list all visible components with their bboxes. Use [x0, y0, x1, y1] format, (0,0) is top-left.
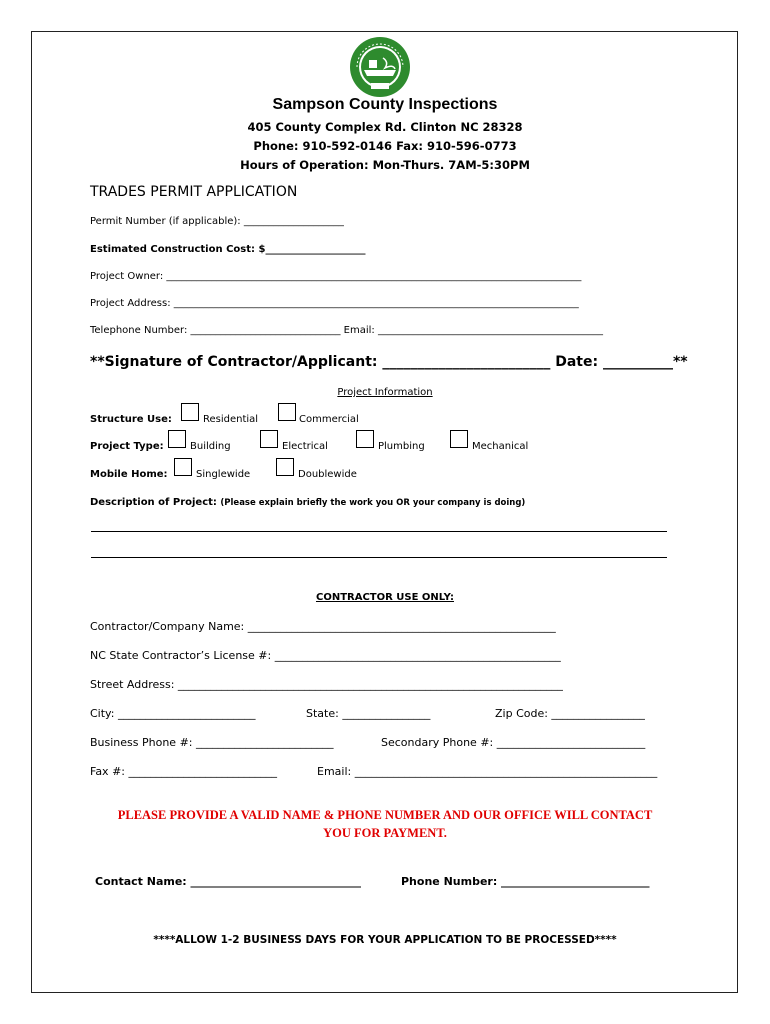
- checkbox-commercial[interactable]: [278, 403, 296, 421]
- checkbox-mechanical[interactable]: [450, 430, 468, 448]
- contact-name-field[interactable]: Contact Name: _______________________________: [95, 875, 362, 888]
- form-page-border: [31, 31, 738, 993]
- contractor-heading: [0, 592, 770, 603]
- section-title: TRADES PERMIT APPLICATION: [90, 184, 298, 200]
- checkbox-doublewide[interactable]: [276, 458, 294, 476]
- mobile-home-label: Mobile Home:: [90, 469, 168, 480]
- city-field[interactable]: City: _________________________: [90, 707, 256, 720]
- description-line-2[interactable]: [91, 557, 667, 558]
- office-address: 405 County Complex Rd. Clinton NC 28328: [247, 120, 523, 134]
- option-singlewide: Singlewide: [196, 469, 251, 480]
- contact-phone-field[interactable]: Phone Number: ___________________________: [401, 875, 650, 888]
- office-hours: Hours of Operation: Mon-Thurs. 7AM-5:30PM: [240, 158, 530, 172]
- project-type-label: Project Type:: [90, 441, 164, 452]
- checkbox-singlewide[interactable]: [174, 458, 192, 476]
- county-seal-logo: [349, 36, 411, 98]
- description-label: [90, 497, 525, 508]
- checkbox-electrical[interactable]: [260, 430, 278, 448]
- license-field[interactable]: NC State Contractor’s License #: ____________________________________________________: [90, 649, 561, 662]
- business-phone-field[interactable]: Business Phone #: _________________________: [90, 736, 334, 749]
- option-residential: Residential: [203, 414, 259, 425]
- zip-field[interactable]: Zip Code: _________________: [495, 707, 645, 720]
- checkbox-building[interactable]: [168, 430, 186, 448]
- description-line-1[interactable]: [91, 531, 667, 532]
- permit-number-field[interactable]: Permit Number (if applicable): ____________________: [90, 216, 344, 227]
- description-hint: (Please explain briefly the work you OR your company is doing): [220, 498, 526, 508]
- checkbox-residential[interactable]: [181, 403, 199, 421]
- project-info-heading: Project Information: [337, 387, 433, 398]
- structure-use-label: Structure Use:: [90, 414, 172, 425]
- processing-notice: ****ALLOW 1-2 BUSINESS DAYS FOR YOUR APPLICATION TO BE PROCESSED****: [153, 934, 617, 946]
- telephone-email-field[interactable]: Telephone Number: ______________________________ Email: _____________________________________________: [90, 325, 603, 336]
- page-title: Sampson County Inspections: [272, 96, 498, 113]
- estimated-cost-field[interactable]: Estimated Construction Cost: $____________________: [90, 244, 366, 255]
- contractor-heading-text: CONTRACTOR USE ONLY:: [315, 592, 454, 603]
- project-address-field[interactable]: Project Address: _________________________________________________________________________________: [90, 298, 579, 309]
- email-field[interactable]: Email: _______________________________________________________: [317, 765, 658, 778]
- company-name-field[interactable]: Contractor/Company Name: ________________________________________________________: [90, 620, 556, 633]
- option-mechanical: Mechanical: [472, 441, 529, 452]
- fax-field[interactable]: Fax #: ___________________________: [90, 765, 277, 778]
- street-address-field[interactable]: Street Address: ______________________________________________________________________: [90, 678, 563, 691]
- description-label-text: Description of Project:: [90, 497, 217, 508]
- option-building: Building: [190, 441, 231, 452]
- office-phone-fax: Phone: 910-592-0146 Fax: 910-596-0773: [253, 139, 517, 153]
- option-doublewide: Doublewide: [298, 469, 357, 480]
- payment-notice-line-2: YOU FOR PAYMENT.: [323, 826, 447, 840]
- option-commercial: Commercial: [299, 414, 359, 425]
- project-owner-field[interactable]: Project Owner: ___________________________________________________________________________________: [90, 271, 582, 282]
- state-field[interactable]: State: ________________: [306, 707, 431, 720]
- option-electrical: Electrical: [282, 441, 328, 452]
- payment-notice-line-1: PLEASE PROVIDE A VALID NAME & PHONE NUMBER AND OUR OFFICE WILL CONTACT: [117, 808, 653, 822]
- signature-line[interactable]: **Signature of Contractor/Applicant: ________________________ Date: __________**: [90, 354, 688, 370]
- checkbox-plumbing[interactable]: [356, 430, 374, 448]
- secondary-phone-field[interactable]: Secondary Phone #: ___________________________: [381, 736, 646, 749]
- option-plumbing: Plumbing: [378, 441, 425, 452]
